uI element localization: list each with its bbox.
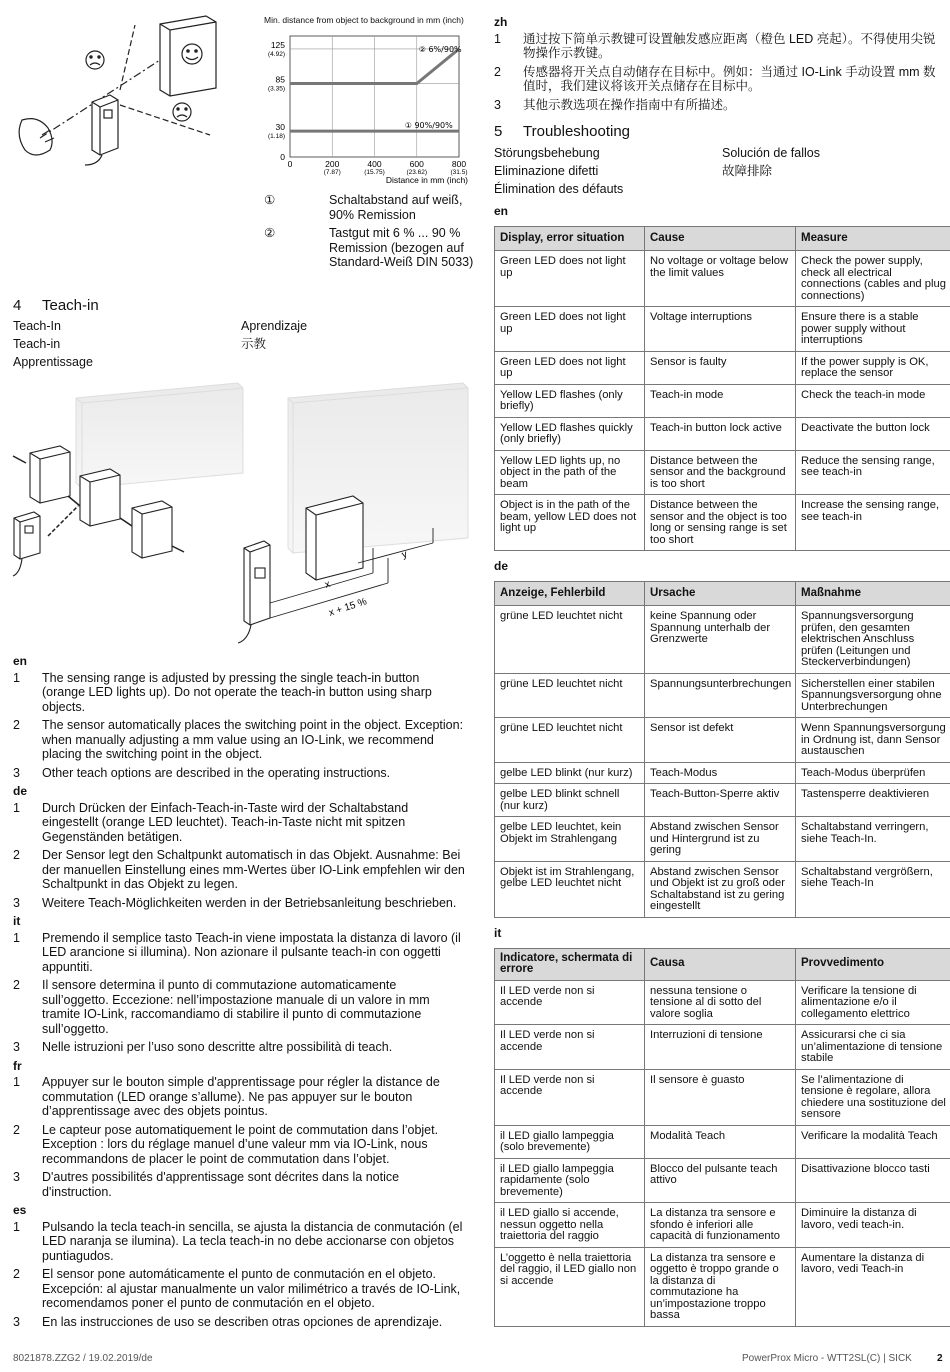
table-cell: keine Spannung oder Spannung unterhalb der Grenzwerte	[645, 606, 796, 674]
item-number: 1	[13, 670, 20, 685]
table-cell: Aumentare la distanza di lavoro, vedi Teach-in	[796, 1247, 950, 1326]
item-text: The sensor automatically places the switching point in the object. Exception: when manually adjusting a mm value using an IO-Link, we recommend placing the switching point in the object.	[42, 718, 464, 761]
table-cell: grüne LED leuchtet nicht	[495, 718, 645, 763]
item-text: Premendo il semplice tasto Teach-in viene impostata la distanza di lavoro (il LED arancione si illumina). Non azionare il pulsante teach-in con oggetti appuntiti.	[42, 930, 461, 974]
column-header: Ursache	[645, 582, 796, 606]
table-cell: Objekt ist im Strahlengang, gelbe LED leuchtet nicht	[495, 861, 645, 917]
x-tick-label: 0	[287, 159, 293, 169]
y-tick-sublabel: (1.18)	[268, 133, 285, 141]
chart-legend	[264, 193, 474, 274]
table-row	[495, 980, 950, 1025]
instruction-item	[13, 978, 465, 1036]
table-row	[495, 673, 950, 718]
table-cell: Disattivazione blocco tasti	[796, 1158, 950, 1203]
item-text: Le capteur pose automatiquement le point de commutation dans l’objet. Exception : lors du réglage manuel d’une valeur mm via IO-Link, nous recommandons de placer le point de commutation dans l’objet.	[42, 1122, 439, 1166]
item-number: 1	[13, 1219, 20, 1234]
column-header: Cause	[645, 227, 796, 251]
y-tick-sublabel: (3.35)	[268, 85, 285, 93]
table-cell: Check the teach-in mode	[796, 384, 950, 417]
troubleshooting-table	[494, 226, 950, 551]
legend-item-1	[264, 193, 474, 222]
table-cell: Verificare la tensione di alimentazione e/o il collegamento elettrico	[796, 980, 950, 1025]
x-axis-label: Distance in mm (inch)	[385, 175, 468, 185]
chart-title: Min. distance from object to background in mm (inch)	[264, 15, 464, 25]
language-code: fr	[13, 1058, 22, 1073]
item-number: 2	[13, 718, 20, 732]
teach-in-illustration	[8, 378, 478, 648]
table-cell: Il LED verde non si accende	[495, 1069, 645, 1125]
alias: Élimination des défauts	[494, 182, 624, 196]
section-number: 4	[13, 297, 22, 314]
table-cell: Ensure there is a stable power supply without interruptions	[796, 307, 950, 352]
legend-text: Schaltabstand auf weiß, 90% Remission	[329, 193, 463, 222]
table-cell: Sicherstellen einer stabilen Spannungsversorgung ohne Unterbrechungen	[796, 673, 950, 718]
language-code: de	[494, 559, 509, 573]
table-cell: Reduce the sensing range, see teach-in	[796, 450, 950, 495]
alias: 示教	[241, 337, 267, 351]
item-number: 3	[13, 1314, 20, 1329]
table-row	[495, 1069, 950, 1125]
instruction-item	[13, 1040, 465, 1055]
column-header: Indicatore, schermata di errore	[495, 948, 645, 980]
table-cell: Teach-in mode	[645, 384, 796, 417]
table-cell: Teach-in button lock active	[645, 417, 796, 450]
section-title: Teach-in	[42, 297, 99, 314]
table-row	[495, 251, 950, 307]
table-cell: Abstand zwischen Sensor und Objekt ist zu groß oder Schaltabstand ist zu gering eingestellt	[645, 861, 796, 917]
troubleshooting-table	[494, 948, 950, 1327]
table-row	[495, 1203, 950, 1248]
column-header: Measure	[796, 227, 950, 251]
table-cell: Il LED verde non si accende	[495, 980, 645, 1025]
zh-teach-in-instructions	[494, 15, 946, 116]
item-number: 1	[13, 930, 20, 945]
section-troubleshooting-heading	[494, 123, 630, 140]
column-header: Causa	[645, 948, 796, 980]
column-header: Maßnahme	[796, 582, 950, 606]
legend-symbol: ①	[264, 193, 276, 207]
item-number: 3	[13, 1040, 20, 1054]
table-row	[495, 307, 950, 352]
y-tick-sublabel: (4.92)	[268, 50, 285, 58]
table-cell: Diminuire la distanza di lavoro, vedi teach-in.	[796, 1203, 950, 1248]
page-number: 2	[937, 1353, 943, 1364]
table-cell: Teach-Modus überprüfen	[796, 762, 950, 784]
alias: Aprendizaje	[241, 319, 308, 333]
item-number: 2	[13, 1122, 20, 1137]
curve-1-label: ① 90%/90%	[404, 121, 453, 131]
instruction-item	[13, 718, 465, 762]
legend-text: Tastgut mit 6 % ... 90 % Remission (bezogen auf Standard-Weiß DIN 5033)	[329, 226, 474, 269]
troubleshooting-table	[494, 581, 950, 918]
table-cell: Abstand zwischen Sensor und Hintergrund ist zu gering	[645, 817, 796, 862]
alias: Teach-in	[13, 337, 61, 351]
table-cell: Green LED does not light up	[495, 251, 645, 307]
item-text: Pulsando la tecla teach-in sencilla, se ajusta la distancia de conmutación (el LED naranja se ilumina). La tecla teach-in no debe accionarse con objetos puntiagudos.	[42, 1219, 463, 1263]
table-cell: Teach-Modus	[645, 762, 796, 784]
table-cell: Sensor is faulty	[645, 351, 796, 384]
y-tick-label: 30	[275, 122, 285, 133]
x-tick-label: 600	[409, 159, 424, 169]
table-cell: Il sensore è guasto	[645, 1069, 796, 1125]
table-cell: If the power supply is OK, replace the sensor	[796, 351, 950, 384]
zh-item: 2 传感器将开关点自动储存在目标中。例如：当通过 IO-Link 手动设置 mm 数值时，我们建议将该开关点储存在目标中。	[494, 65, 946, 94]
section-number: 5	[494, 123, 503, 140]
table-row	[495, 1158, 950, 1203]
instruction-item	[13, 1220, 465, 1264]
item-number: 3	[13, 765, 20, 780]
x-tick-label: 400	[367, 159, 382, 169]
zh-item: 3 其他示教选项在操作指南中有所描述。	[494, 98, 946, 113]
sensor-detection-illustration	[10, 10, 250, 175]
x-tick-sublabel: (7.87)	[323, 169, 341, 176]
column-header: Anzeige, Fehlerbild	[495, 582, 645, 606]
alias: Teach-In	[13, 319, 61, 333]
instruction-item	[13, 801, 465, 845]
instruction-item	[13, 848, 465, 892]
table-cell: Modalità Teach	[645, 1125, 796, 1158]
table-cell: Spannungsversorgung prüfen, den gesamten elektrischen Anschluss prüfen (Leitungen und Steckerverbindungen)	[796, 606, 950, 674]
item-text: The sensing range is adjusted by pressing the single teach-in button (orange LED lights up). Do not operate the teach-in button using sharp objects.	[42, 670, 432, 714]
item-number: 2	[13, 1267, 20, 1281]
teach-in-instructions	[13, 654, 465, 1333]
item-number: 1	[13, 800, 20, 815]
table-cell: grüne LED leuchtet nicht	[495, 606, 645, 674]
table-cell: gelbe LED blinkt (nur kurz)	[495, 762, 645, 784]
curve-2-label: ② 6%/90%	[418, 44, 462, 54]
alias	[241, 353, 469, 371]
instruction-item	[13, 1315, 465, 1330]
item-text: Durch Drücken der Einfach-Teach-in-Taste wird der Schaltabstand eingestellt (orange LED leuchtet). Teach-in-Taste nicht mit spitzen Gegenständen betätigen.	[42, 800, 409, 844]
table-row	[495, 718, 950, 763]
table-cell: Interruzioni di tensione	[645, 1025, 796, 1070]
legend-symbol: ②	[264, 226, 276, 240]
table-cell: il LED giallo lampeggia rapidamente (solo brevemente)	[495, 1158, 645, 1203]
table-cell: Blocco del pulsante teach attivo	[645, 1158, 796, 1203]
table-cell: Green LED does not light up	[495, 351, 645, 384]
table-cell: Yellow LED flashes quickly (only briefly)	[495, 417, 645, 450]
instruction-item	[13, 896, 465, 911]
table-cell: Schaltabstand verringern, siehe Teach-In.	[796, 817, 950, 862]
table-cell: Deactivate the button lock	[796, 417, 950, 450]
table-cell: gelbe LED blinkt schnell (nur kurz)	[495, 784, 645, 817]
item-text: D'autres possibilités d'apprentissage sont décrites dans la notice d'instruction.	[42, 1170, 400, 1199]
item-number: 3	[13, 1170, 20, 1184]
dim-label-x: x	[323, 578, 332, 591]
table-cell: Tastensperre deaktivieren	[796, 784, 950, 817]
alias: Solución de fallos	[722, 146, 820, 160]
table-row	[495, 1125, 950, 1158]
table-cell: Voltage interruptions	[645, 307, 796, 352]
footer-product: PowerProx Micro - WTT2SL(C) | SICK	[742, 1353, 912, 1364]
table-row	[495, 495, 950, 551]
table-row	[495, 817, 950, 862]
table-cell: Spannungsunterbrechungen	[645, 673, 796, 718]
table-cell: Il LED verde non si accende	[495, 1025, 645, 1070]
table-cell: Schaltabstand vergrößern, siehe Teach-In	[796, 861, 950, 917]
table-cell: Wenn Spannungsversorgung in Ordnung ist, dann Sensor austauschen	[796, 718, 950, 763]
range-chart	[256, 30, 476, 190]
legend-item-2	[264, 226, 474, 270]
alias: Störungsbehebung	[494, 146, 600, 160]
zh-item-text: 其他示教选项在操作指南中有所描述。	[523, 97, 736, 112]
item-text: En las instrucciones de uso se describen otras opciones de aprendizaje.	[42, 1314, 443, 1329]
table-row	[495, 384, 950, 417]
table-cell: Yellow LED flashes (only briefly)	[495, 384, 645, 417]
alias: 故障排除	[722, 164, 773, 178]
x-tick-label: 800	[451, 159, 467, 169]
dim-label-y: y	[400, 548, 409, 561]
table-cell: Check the power supply, check all electrical connections (cables and plug connections)	[796, 251, 950, 307]
table-cell: Distance between the sensor and the object is too long or sensing range is set too short	[645, 495, 796, 551]
table-cell: nessuna tensione o tensione al di sotto del valore soglia	[645, 980, 796, 1025]
table-row	[495, 606, 950, 674]
y-tick-label: 0	[280, 152, 285, 162]
section-teach-in-heading	[13, 297, 99, 314]
language-code: en	[13, 654, 28, 668]
instruction-item	[13, 766, 465, 781]
table-cell: il LED giallo lampeggia (solo brevemente)	[495, 1125, 645, 1158]
instruction-item	[13, 1123, 465, 1167]
table-row	[495, 417, 950, 450]
item-number: 3	[13, 895, 20, 910]
table-cell: L’oggetto è nella traiettoria del raggio, il LED giallo non si accende	[495, 1247, 645, 1326]
item-number: 1	[13, 1075, 20, 1089]
item-text: Der Sensor legt den Schaltpunkt automatisch in das Objekt. Ausnahme: Bei der manuellen Einstellung eines mm-Wertes über IO-Link empfehlen wir den Schaltpunkt in das Objekt zu legen.	[42, 848, 465, 891]
table-row	[495, 762, 950, 784]
dim-label-x15: x + 15 %	[327, 596, 369, 619]
table-cell: No voltage or voltage below the limit values	[645, 251, 796, 307]
teach-in-aliases	[13, 317, 469, 371]
language-code: zh	[494, 15, 508, 29]
table-cell: Sensor ist defekt	[645, 718, 796, 763]
item-text: Other teach options are described in the operating instructions.	[42, 765, 391, 780]
item-text: Weitere Teach-Möglichkeiten werden in der Betriebsanleitung beschrieben.	[42, 895, 457, 910]
column-header: Display, error situation	[495, 227, 645, 251]
language-code: es	[13, 1203, 27, 1217]
alias: Eliminazione difetti	[494, 164, 599, 178]
table-cell: Yellow LED lights up, no object in the path of the beam	[495, 450, 645, 495]
instruction-item	[13, 1075, 465, 1119]
table-cell: Teach-Button-Sperre aktiv	[645, 784, 796, 817]
instruction-item	[13, 671, 465, 715]
item-number: 2	[13, 978, 20, 992]
table-row	[495, 450, 950, 495]
table-row	[495, 861, 950, 917]
zh-item-text: 传感器将开关点自动储存在目标中。例如：当通过 IO-Link 手动设置 mm 数值时，我们建议将该开关点储存在目标中。	[523, 64, 936, 93]
item-text: Nelle istruzioni per l’uso sono descritte altre possibilità di teach.	[42, 1040, 393, 1054]
x-tick-sublabel: (31.5)	[450, 169, 468, 176]
table-cell: Object is in the path of the beam, yellow LED does not light up	[495, 495, 645, 551]
language-code: de	[13, 784, 28, 798]
table-cell: grüne LED leuchtet nicht	[495, 673, 645, 718]
y-tick-label: 125	[270, 39, 285, 50]
troubleshooting-tables	[494, 204, 950, 1327]
y-tick-label: 85	[275, 74, 285, 85]
instruction-item	[13, 1170, 465, 1199]
table-cell: Distance between the sensor and the background is too short	[645, 450, 796, 495]
zh-item: 1 通过按下简单示教键可设置触发感应距离（橙色 LED 亮起）。不得使用尖锐物操作示教键。	[494, 32, 946, 61]
alias: Apprentissage	[13, 355, 93, 369]
language-code: en	[494, 204, 509, 218]
x-tick-label: 200	[325, 159, 340, 169]
table-cell: Increase the sensing range, see teach-in	[796, 495, 950, 551]
item-text: Appuyer sur le bouton simple d'apprentissage pour régler la distance de commutation (LED orange s’allume). Ne pas appuyer sur le bouton d’apprentissage avec des objets pointus.	[42, 1075, 440, 1118]
alias	[722, 180, 950, 198]
table-cell: Assicurarsi che ci sia un’alimentazione di tensione stabile	[796, 1025, 950, 1070]
troubleshooting-aliases	[494, 144, 950, 198]
item-number: 2	[13, 848, 20, 862]
table-cell: Verificare la modalità Teach	[796, 1125, 950, 1158]
section-title: Troubleshooting	[523, 123, 631, 140]
item-text: El sensor pone automáticamente el punto de conmutación en el objeto. Excepción: al ajustar manualmente un valor milimétrico a través de IO-Link, recomendamos poner el punto de conmutación en el objeto.	[42, 1267, 461, 1310]
instruction-item	[13, 1267, 465, 1311]
table-row	[495, 1025, 950, 1070]
table-cell: Se l’alimentazione di tensione è regolare, allora chiedere una sostituzione del sensore	[796, 1069, 950, 1125]
language-code: it	[13, 914, 21, 928]
x-tick-sublabel: (23.62)	[406, 169, 428, 176]
table-row	[495, 784, 950, 817]
table-cell: Green LED does not light up	[495, 307, 645, 352]
table-row	[495, 1247, 950, 1326]
x-tick-sublabel: (15.75)	[364, 169, 385, 176]
instruction-item	[13, 931, 465, 975]
language-code: it	[494, 925, 502, 940]
footer-doc-id: 8021878.ZZG2 / 19.02.2019/de	[13, 1353, 153, 1364]
column-header: Provvedimento	[796, 948, 950, 980]
zh-item-text: 通过按下简单示教键可设置触发感应距离（橙色 LED 亮起）。不得使用尖锐物操作示教键。	[523, 31, 936, 60]
table-cell: il LED giallo si accende, nessun oggetto nella traiettoria del raggio	[495, 1203, 645, 1248]
table-cell: La distanza tra sensore e oggetto è troppo grande o la distanza di commutazione ha un’impostazione troppo bassa	[645, 1247, 796, 1326]
table-row	[495, 351, 950, 384]
item-text: Il sensore determina il punto di commutazione automaticamente sull’oggetto. Eccezione: nell’impostazione manuale di un valore in mm tramite IO-Link, raccomandiamo di stabilire il punto di commutazione sull’oggetto.	[42, 978, 430, 1036]
table-cell: La distanza tra sensore e sfondo è inferiori alle capacità di funzionamento	[645, 1203, 796, 1248]
table-cell: gelbe LED leuchtet, kein Objekt im Strahlengang	[495, 817, 645, 862]
